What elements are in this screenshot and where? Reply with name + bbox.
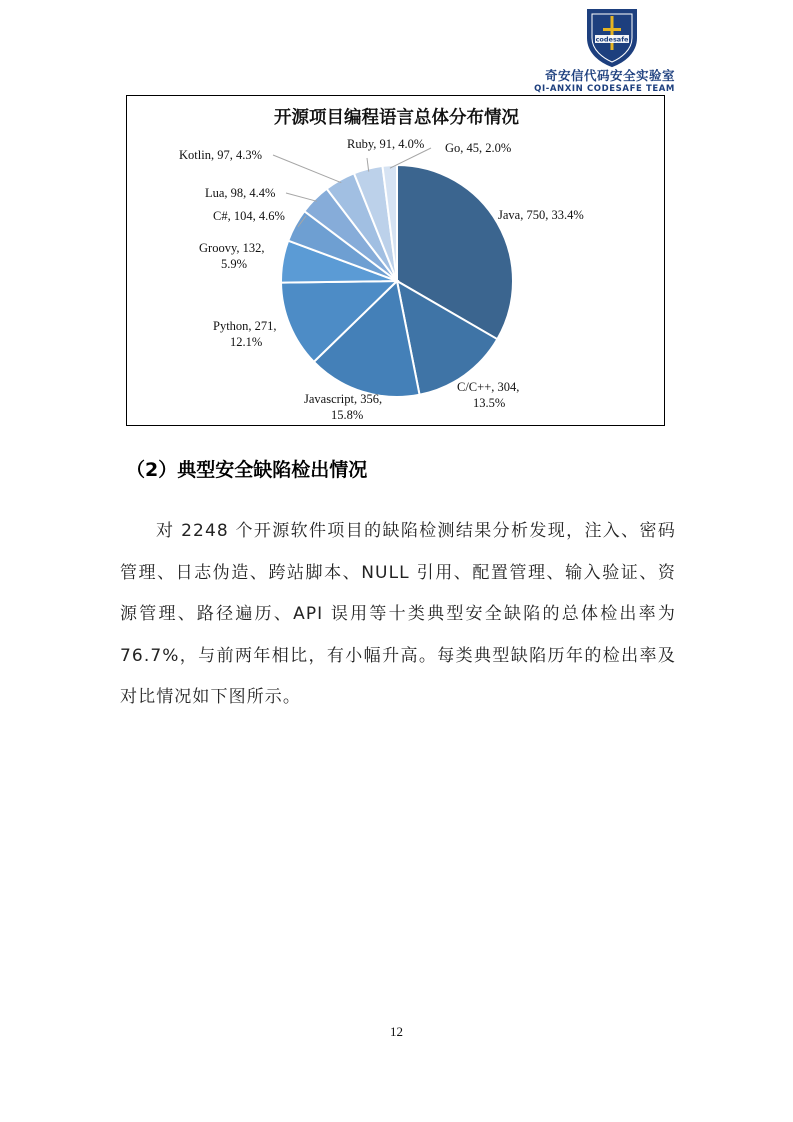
label-go: Go, 45, 2.0% bbox=[445, 141, 512, 155]
label-javascript-line2: 15.8% bbox=[331, 408, 364, 422]
label-groovy-line2: 5.9% bbox=[221, 257, 248, 271]
logo-text: codesafe bbox=[595, 35, 629, 44]
label-python-line2: 12.1% bbox=[230, 335, 263, 349]
label-cpp-line1: C/C++, 304, bbox=[457, 380, 520, 394]
label-ruby: Ruby, 91, 4.0% bbox=[347, 137, 425, 151]
label-groovy-line1: Groovy, 132, bbox=[199, 241, 265, 255]
language-distribution-chart bbox=[126, 95, 665, 426]
codesafe-shield-logo bbox=[583, 6, 641, 68]
label-cpp-line2: 13.5% bbox=[473, 396, 506, 410]
body-paragraph: 对 2248 个开源软件项目的缺陷检测结果分析发现，注入、密码管理、日志伪造、跨站脚本、NULL 引用、配置管理、输入验证、资源管理、路径遍历、API 误用等十类典型安全缺陷的总体检出率为 76.7%，与前两年相比，有小幅升高。每类典型缺陷历年的检出率及对比情况如下图所示。 bbox=[120, 521, 676, 707]
label-javascript-line1: Javascript, 356, bbox=[304, 392, 383, 406]
chart-title: 开源项目编程语言总体分布情况 bbox=[274, 108, 519, 128]
leader-line-lua bbox=[286, 193, 317, 201]
label-java: Java, 750, 33.4% bbox=[498, 208, 584, 222]
label-python-line1: Python, 271, bbox=[213, 319, 277, 333]
label-csharp: C#, 104, 4.6% bbox=[213, 209, 285, 223]
section-heading: （2）典型安全缺陷检出情况 bbox=[126, 459, 368, 481]
brand-name-en: QI-ANXIN CODESAFE TEAM bbox=[534, 84, 675, 94]
leader-line-kotlin bbox=[273, 155, 341, 183]
brand-name-cn: 奇安信代码安全实验室 bbox=[544, 68, 675, 83]
page-number: 12 bbox=[390, 1024, 403, 1039]
label-lua: Lua, 98, 4.4% bbox=[205, 186, 276, 200]
label-kotlin: Kotlin, 97, 4.3% bbox=[179, 148, 262, 162]
